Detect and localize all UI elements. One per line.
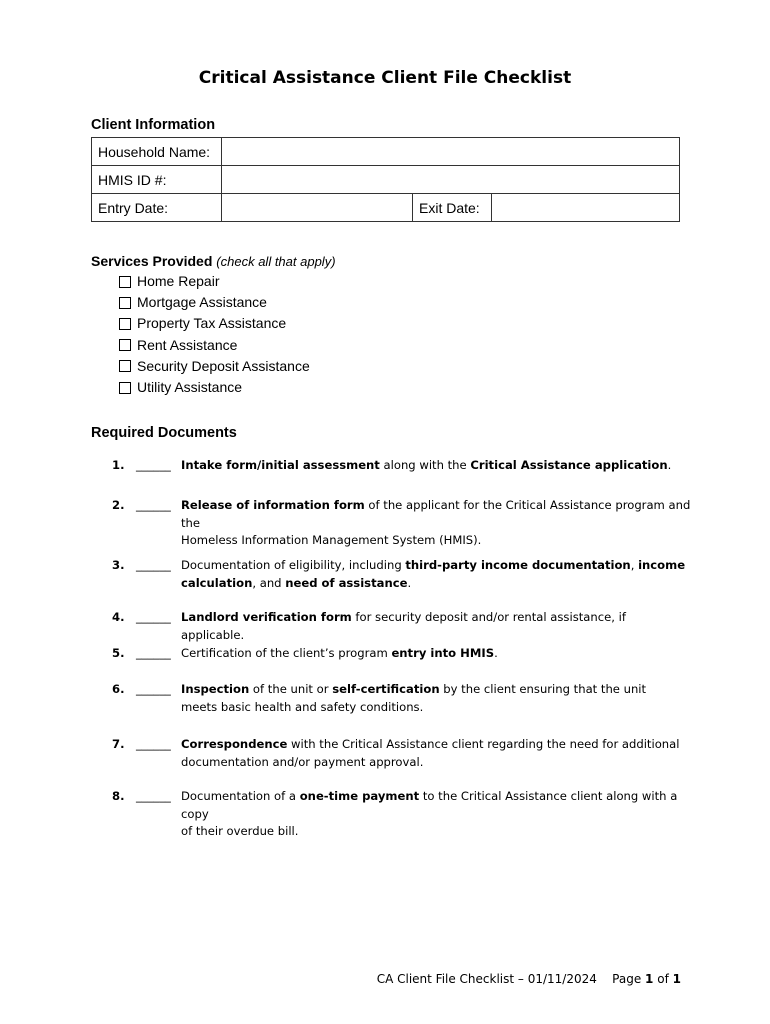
- bold-text: self-certification: [332, 682, 440, 696]
- text: for security deposit and/or rental assistance, if applicable.: [181, 610, 626, 642]
- check-blank[interactable]: ______: [136, 789, 171, 803]
- item-number: 4.: [112, 610, 125, 624]
- services-heading: Services Provided: [91, 253, 213, 269]
- service-label: Home Repair: [137, 273, 220, 289]
- entry-date-field[interactable]: [222, 194, 413, 222]
- text: of the applicant for the Critical Assistance program and the: [181, 498, 691, 530]
- text: , and: [252, 575, 286, 590]
- page-footer: [377, 972, 681, 986]
- item-number: 1.: [112, 458, 125, 472]
- client-info-heading: Client Information: [91, 117, 216, 133]
- item-text: [181, 736, 691, 771]
- text: .: [667, 458, 672, 472]
- item-text: [181, 681, 691, 716]
- household-row: [92, 138, 680, 166]
- bold-text: entry into HMIS: [391, 646, 495, 660]
- footer-page-number: 1: [645, 972, 654, 986]
- item-number: 3.: [112, 558, 125, 572]
- service-item[interactable]: [119, 271, 310, 292]
- service-label: Rent Assistance: [137, 336, 238, 353]
- service-label: Security Deposit Assistance: [137, 357, 310, 374]
- services-heading-line: [91, 253, 336, 269]
- text: of the unit or: [249, 682, 333, 696]
- check-blank[interactable]: ______: [136, 558, 171, 572]
- text: .: [494, 646, 498, 660]
- page-title: Critical Assistance Client File Checklist: [198, 68, 572, 88]
- footer-of-word: of: [657, 972, 669, 986]
- checkbox[interactable]: [119, 382, 131, 394]
- item-text: [181, 497, 691, 550]
- service-label: Utility Assistance: [137, 378, 243, 395]
- entry-date-label: Entry Date:: [92, 194, 222, 222]
- item-text: [181, 788, 691, 841]
- client-info-table: [91, 137, 680, 222]
- services-hint: (check all that apply): [216, 254, 336, 269]
- checkbox[interactable]: [119, 339, 131, 351]
- bold-text: Correspondence: [181, 737, 288, 751]
- text: with the Critical Assistance client regarding the need for additional: [287, 737, 680, 751]
- bold-text: need of assistance: [285, 575, 408, 590]
- footer-doc-label: CA Client File Checklist – 01/11/2024: [376, 972, 597, 986]
- bold-text: income: [638, 558, 686, 572]
- item-number: 8.: [112, 789, 125, 803]
- text: to the Critical Assistance client along with a copy: [181, 789, 678, 821]
- check-blank[interactable]: ______: [136, 737, 171, 751]
- item-text: [181, 645, 691, 663]
- footer-page-total: 1: [672, 972, 681, 986]
- exit-date-label: Exit Date:: [413, 194, 492, 222]
- service-label: Property Tax Assistance: [137, 315, 287, 332]
- check-blank[interactable]: ______: [136, 498, 171, 512]
- service-label: Mortgage Assistance: [137, 294, 267, 311]
- text: by the client ensuring that the unit: [439, 682, 647, 696]
- exit-date-field[interactable]: [492, 194, 680, 222]
- checkbox[interactable]: [119, 297, 131, 309]
- text: .: [407, 575, 412, 590]
- bold-text: third-party income documentation: [405, 558, 631, 572]
- text: along with the: [379, 458, 471, 472]
- item-text-line2: of their overdue bill.: [181, 824, 299, 838]
- hmis-label: HMIS ID #:: [92, 166, 222, 194]
- hmis-id-field[interactable]: [222, 166, 680, 194]
- bold-text: calculation: [181, 575, 253, 590]
- service-item[interactable]: [119, 313, 310, 334]
- text: ,: [630, 558, 639, 572]
- check-blank[interactable]: ______: [136, 610, 171, 624]
- item-number: 5.: [112, 646, 125, 660]
- item-text-line2: documentation and/or payment approval.: [181, 754, 424, 769]
- footer-page-word: Page: [612, 972, 642, 986]
- item-text: [181, 557, 691, 592]
- item-text-line2: [181, 575, 691, 593]
- item-text-line2: Homeless Information Management System (HMIS).: [181, 533, 482, 547]
- checkbox[interactable]: [119, 276, 131, 288]
- bold-text: Landlord verification form: [181, 610, 352, 624]
- service-item[interactable]: [119, 377, 310, 398]
- item-number: 7.: [112, 737, 125, 751]
- item-text-line2: meets basic health and safety conditions.: [181, 699, 424, 714]
- text: Certification of the client’s program: [181, 646, 392, 660]
- bold-text: Critical Assistance application: [470, 458, 668, 472]
- text: Documentation of eligibility, including: [181, 558, 406, 572]
- text: Documentation of a: [181, 789, 300, 803]
- item-text: [181, 609, 691, 644]
- service-item[interactable]: [119, 292, 310, 313]
- bold-text: one-time payment: [299, 789, 420, 803]
- item-text: [181, 457, 691, 475]
- checkbox[interactable]: [119, 360, 131, 372]
- service-item[interactable]: [119, 356, 310, 377]
- service-item[interactable]: [119, 335, 310, 356]
- check-blank[interactable]: ______: [136, 458, 171, 472]
- bold-text: Inspection: [181, 682, 250, 696]
- hmis-row: [92, 166, 680, 194]
- household-label: Household Name:: [92, 138, 222, 166]
- services-list: [119, 271, 310, 398]
- item-number: 2.: [112, 498, 125, 512]
- household-name-field[interactable]: [222, 138, 680, 166]
- checkbox[interactable]: [119, 318, 131, 330]
- check-blank[interactable]: ______: [136, 682, 171, 696]
- bold-text: Intake form/initial assessment: [181, 458, 380, 472]
- item-number: 6.: [112, 682, 125, 696]
- check-blank[interactable]: ______: [136, 646, 171, 660]
- bold-text: Release of information form: [181, 498, 365, 512]
- required-documents-heading: Required Documents: [91, 425, 237, 441]
- dates-row: [92, 194, 680, 222]
